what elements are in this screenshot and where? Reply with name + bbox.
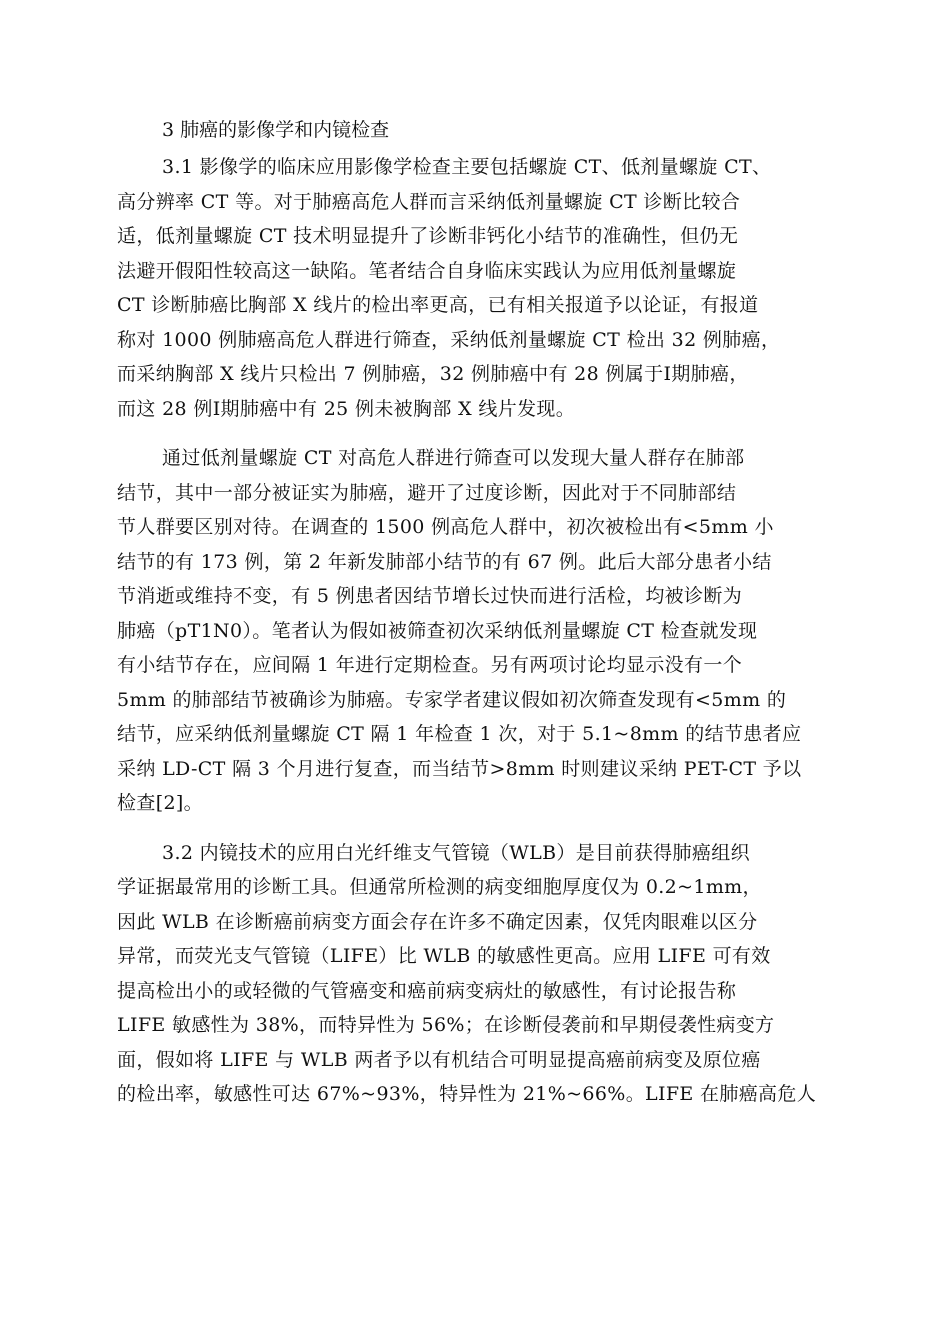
paragraph-screening [117,441,833,821]
paragraph-endoscopy [117,836,833,1112]
text-line: 提高检出小的或轻微的气管癌变和癌前病变病灶的敏感性，有讨论报告称 [117,979,737,1002]
text-line: 结节的有 173 例，第 2 年新发肺部小结节的有 67 例。此后大部分患者小结 [117,550,772,573]
text-line: 适，低剂量螺旋 CT 技术明显提升了诊断非钙化小结节的准确性，但仍无 [117,225,739,247]
text-line: LIFE 敏感性为 38%，而特异性为 56%；在诊断侵袭前和早期侵袭性病变方 [117,1014,775,1036]
text-line: 3.2 内镜技术的应用白光纤维支气管镜（WLB）是目前获得肺癌组织 [162,841,750,864]
document-body [117,112,833,1127]
text-line: 5mm 的肺部结节被确诊为肺癌。专家学者建议假如初次筛查发现有<5mm 的 [117,688,787,711]
text-line: 采纳 LD-CT 隔 3 个月进行复查，而当结节>8mm 时则建议采纳 PET-CT 予以 [117,757,802,780]
text-line: 检查[2]。 [117,792,204,814]
text-line: 面，假如将 LIFE 与 WLB 两者予以有机结合可明显提高癌前病变及原位癌 [117,1048,761,1071]
text-line: CT 诊断肺癌比胸部 X 线片的检出率更高，已有相关报道予以论证，有报道 [117,294,759,316]
text-line: 因此 WLB 在诊断癌前病变方面会存在许多不确定因素，仅凭肉眼难以区分 [117,910,758,933]
text-line: 称对 1000 例肺癌高危人群进行筛查，采纳低剂量螺旋 CT 检出 32 例肺癌， [117,328,781,351]
text-line: 学证据最常用的诊断工具。但通常所检测的病变细胞厚度仅为 0.2~1mm， [117,876,762,898]
text-line: 节消逝或维持不变，有 5 例患者因结节增长过快而进行活检，均被诊断为 [117,585,743,607]
text-line: 异常，而荧光支气管镜（LIFE）比 WLB 的敏感性更高。应用 LIFE 可有效 [117,945,771,967]
text-line: 的检出率，敏感性可达 67%~93%，特异性为 21%~66%。LIFE 在肺癌高危人 [117,1083,817,1105]
text-line: 结节，其中一部分被证实为肺癌，避开了过度诊断，因此对于不同肺部结 [117,481,737,504]
text-line: 节人群要区别对待。在调查的 1500 例高危人群中，初次被检出有<5mm 小 [117,516,774,538]
paragraph-imaging [117,150,833,426]
text-line: 肺癌（pT1N0）。笔者认为假如被筛查初次采纳低剂量螺旋 CT 检查就发现 [117,619,758,642]
text-line: 通过低剂量螺旋 CT 对高危人群进行筛查可以发现大量人群存在肺部 [162,447,745,469]
text-line: 有小结节存在，应间隔 1 年进行定期检查。另有两项讨论均显示没有一个 [117,654,743,676]
text-line: 高分辨率 CT 等。对于肺癌高危人群而言采纳低剂量螺旋 CT 诊断比较合 [117,190,741,213]
text-line: 法避开假阳性较高这一缺陷。笔者结合自身临床实践认为应用低剂量螺旋 [117,259,737,282]
text-line: 而采纳胸部 X 线片只检出 7 例肺癌，32 例肺癌中有 28 例属于Ⅰ期肺癌， [117,363,749,385]
section-heading: 3 肺癌的影像学和内镜检查 [162,119,390,141]
text-line: 结节，应采纳低剂量螺旋 CT 隔 1 年检查 1 次，对于 5.1~8mm 的结节患者应 [117,723,802,745]
text-line: 3.1 影像学的临床应用影像学检查主要包括螺旋 CT、低剂量螺旋 CT、 [162,156,772,178]
text-line: 而这 28 例Ⅰ期肺癌中有 25 例未被胸部 X 线片发现。 [117,397,576,420]
